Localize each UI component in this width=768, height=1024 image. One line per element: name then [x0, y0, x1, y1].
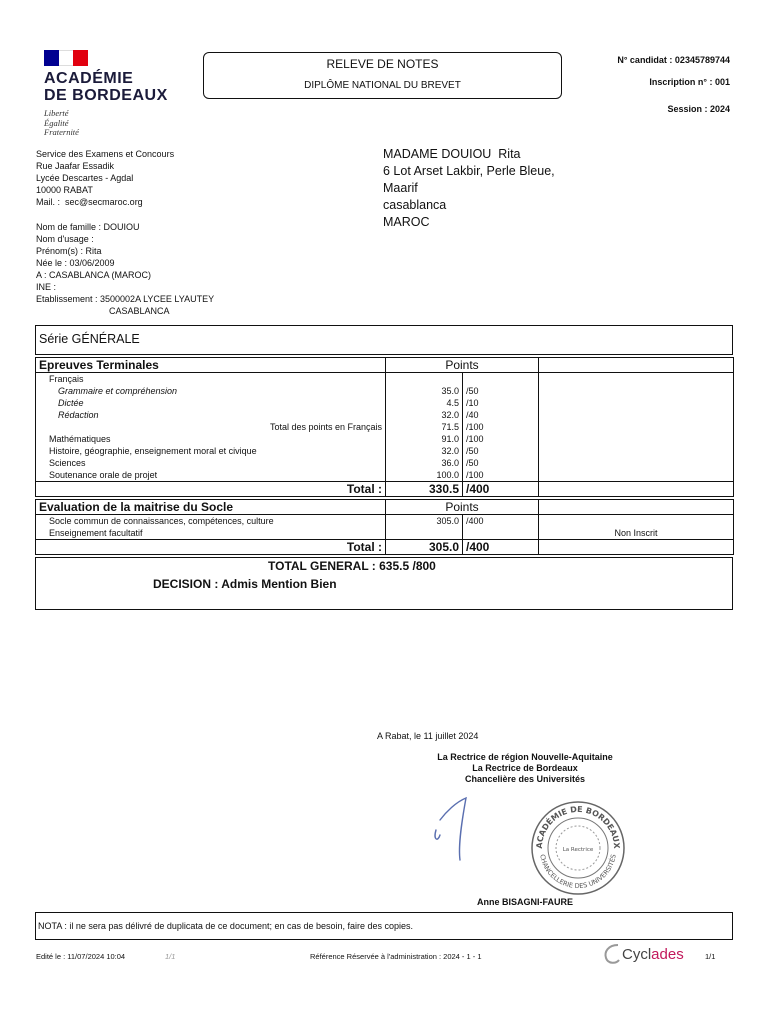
svg-text:ACADÉMIE DE BORDEAUX: [535, 805, 621, 850]
socle-header: Evaluation de la maitrise du Socle: [36, 500, 386, 515]
empty-cell: [539, 482, 734, 497]
admin-reference: Référence Réservée à l'administration : 2024 - 1 - 1: [310, 952, 482, 961]
student-line: Etablissement : 3500002A LYCEE LYAUTEY: [36, 294, 215, 304]
document-title-box: [203, 52, 562, 99]
candidate-number: N° candidat : 02345789744: [617, 55, 730, 65]
row-unit: /400: [463, 515, 539, 528]
table-row: [36, 421, 734, 433]
page-number: 1/1: [705, 952, 716, 961]
empty-cell: [539, 445, 734, 457]
empty-cell: [539, 385, 734, 397]
official-seal-icon: [530, 800, 626, 896]
note-box: NOTA : il ne sera pas délivré de duplicata de ce document; en cas de besoin, faire des copies.: [35, 912, 733, 940]
signatory-title: La Rectrice de région Nouvelle-Aquitaine: [437, 752, 613, 762]
terminales-total-row: [36, 482, 734, 497]
row-unit: [463, 373, 539, 386]
terminales-body: [36, 373, 734, 482]
empty-cell: [539, 540, 734, 555]
document-subtitle: DIPLÔME NATIONAL DU BREVET: [304, 80, 461, 91]
place-date: A Rabat, le 11 juillet 2024: [377, 731, 479, 741]
document-title: RELEVE DE NOTES: [326, 57, 439, 71]
total-value: 330.5: [386, 482, 463, 497]
terminales-header: Epreuves Terminales: [36, 358, 386, 373]
row-value: [386, 373, 463, 386]
row-label: Total des points en Français: [36, 421, 386, 433]
mail-link[interactable]: sec@secmaroc.org: [65, 197, 143, 207]
row-extra: [539, 515, 734, 528]
table-row: [36, 515, 734, 528]
row-value: 35.0: [386, 385, 463, 397]
row-label: Socle commun de connaissances, compétences, culture: [36, 515, 386, 528]
logo-line-1: ACADÉMIE: [44, 70, 134, 87]
signatory-titles: [400, 752, 650, 785]
empty-cell: [539, 373, 734, 386]
row-unit: /100: [463, 433, 539, 445]
student-line: Nom d'usage :: [36, 234, 94, 244]
total-unit: /400: [463, 540, 539, 555]
brand-part-1: Cycl: [622, 945, 652, 963]
table-row: [36, 445, 734, 457]
empty-cell: [539, 397, 734, 409]
student-info: [36, 221, 214, 317]
table-row: [36, 373, 734, 386]
empty-cell: [539, 433, 734, 445]
row-unit: /50: [463, 457, 539, 469]
row-unit: /10: [463, 397, 539, 409]
row-value: 36.0: [386, 457, 463, 469]
marianne-flag-icon: [44, 50, 88, 66]
total-unit: /400: [463, 482, 539, 497]
points-header: Points: [386, 500, 539, 515]
row-value: 32.0: [386, 445, 463, 457]
row-label: Grammaire et compréhension: [36, 385, 386, 397]
serie-box: Série GÉNÉRALE: [35, 325, 733, 355]
service-address: [36, 148, 174, 208]
signatory-name: Anne BISAGNI-FAURE: [476, 897, 573, 907]
empty-cell: [539, 358, 734, 373]
row-unit: /50: [463, 445, 539, 457]
cyclades-logo: [602, 942, 684, 966]
row-label: Soutenance orale de projet: [36, 469, 386, 482]
table-row: [36, 397, 734, 409]
edited-date: Edité le : 11/07/2024 10:04: [36, 952, 126, 961]
row-label: Dictée: [36, 397, 386, 409]
terminales-table: [35, 357, 734, 497]
academie-logo: [44, 50, 172, 138]
empty-cell: [539, 500, 734, 515]
row-unit: /40: [463, 409, 539, 421]
row-label: Rédaction: [36, 409, 386, 421]
mail-label: Mail. :: [36, 197, 61, 207]
recipient-line: 6 Lot Arset Lakbir, Perle Bleue,: [383, 164, 555, 178]
logo-line-2: DE BORDEAUX: [44, 87, 168, 104]
recipient-line: MADAME DOUIOU Rita: [383, 147, 521, 161]
table-row: [36, 469, 734, 482]
row-unit: [463, 527, 539, 540]
seal-bottom-text: CHANCELLERIE DES UNIVERSITÉS: [538, 853, 618, 891]
table-row: [36, 385, 734, 397]
empty-cell: [539, 469, 734, 482]
row-label: Enseignement facultatif: [36, 527, 386, 540]
socle-body: [36, 515, 734, 540]
cyclades-swirl-icon: [602, 942, 622, 966]
decision: DECISION : Admis Mention Bien: [153, 577, 337, 591]
total-label: Total :: [36, 540, 386, 555]
row-value: 91.0: [386, 433, 463, 445]
etab-city: CASABLANCA: [109, 306, 170, 316]
recipient-address: [383, 146, 555, 231]
student-line: Née le : 03/06/2009: [36, 258, 115, 268]
service-line: Lycée Descartes - Agdal: [36, 173, 134, 183]
row-value: 32.0: [386, 409, 463, 421]
table-header: [36, 500, 734, 515]
empty-cell: [539, 409, 734, 421]
inscription-number: Inscription n° : 001: [649, 77, 730, 87]
row-label: Français: [36, 373, 386, 386]
empty-cell: [539, 457, 734, 469]
recipient-line: Maarif: [383, 181, 418, 195]
socle-total-row: [36, 540, 734, 555]
row-unit: /50: [463, 385, 539, 397]
row-value: 305.0: [386, 515, 463, 528]
handwritten-signature: [428, 790, 478, 865]
row-label: Sciences: [36, 457, 386, 469]
empty-cell: [539, 421, 734, 433]
total-label: Total :: [36, 482, 386, 497]
table-row: [36, 457, 734, 469]
row-label: Mathématiques: [36, 433, 386, 445]
service-line: Service des Examens et Concours: [36, 149, 175, 159]
row-label: Histoire, géographie, enseignement moral et civique: [36, 445, 386, 457]
total-value: 305.0: [386, 540, 463, 555]
row-extra: Non Inscrit: [539, 527, 734, 540]
brand-part-2: ades: [651, 945, 684, 963]
table-row: [36, 527, 734, 540]
row-unit: /100: [463, 469, 539, 482]
student-line: INE :: [36, 282, 57, 292]
signatory-title: Chancelière des Universités: [464, 774, 586, 784]
table-row: [36, 409, 734, 421]
recipient-line: casablanca: [383, 198, 447, 212]
recipient-line: MAROC: [383, 215, 430, 229]
table-row: [36, 433, 734, 445]
student-line: A : CASABLANCA (MAROC): [36, 270, 152, 280]
seal-top-text: ACADÉMIE DE BORDEAUX: [534, 804, 622, 849]
signatory-title: La Rectrice de Bordeaux: [472, 763, 578, 773]
row-value: 71.5: [386, 421, 463, 433]
student-line: Nom de famille : DOUIOU: [36, 222, 140, 232]
row-unit: /100: [463, 421, 539, 433]
row-value: 4.5: [386, 397, 463, 409]
motto-3: Fraternité: [44, 127, 79, 137]
page-count-gray: 1/1: [165, 952, 176, 961]
row-value: 100.0: [386, 469, 463, 482]
seal-center-text: La Rectrice: [562, 847, 594, 853]
service-line: Rue Jaafar Essadik: [36, 161, 115, 171]
socle-table: [35, 499, 734, 555]
motto-2: Égalité: [44, 117, 69, 128]
session: Session : 2024: [667, 104, 730, 114]
student-line: Prénom(s) : Rita: [36, 246, 102, 256]
row-value: [386, 527, 463, 540]
table-header: [36, 358, 734, 373]
motto-1: Liberté: [44, 108, 69, 118]
total-general: TOTAL GENERAL : 635.5 /800: [268, 559, 436, 573]
points-header: Points: [386, 358, 539, 373]
service-line: 10000 RABAT: [36, 185, 93, 195]
